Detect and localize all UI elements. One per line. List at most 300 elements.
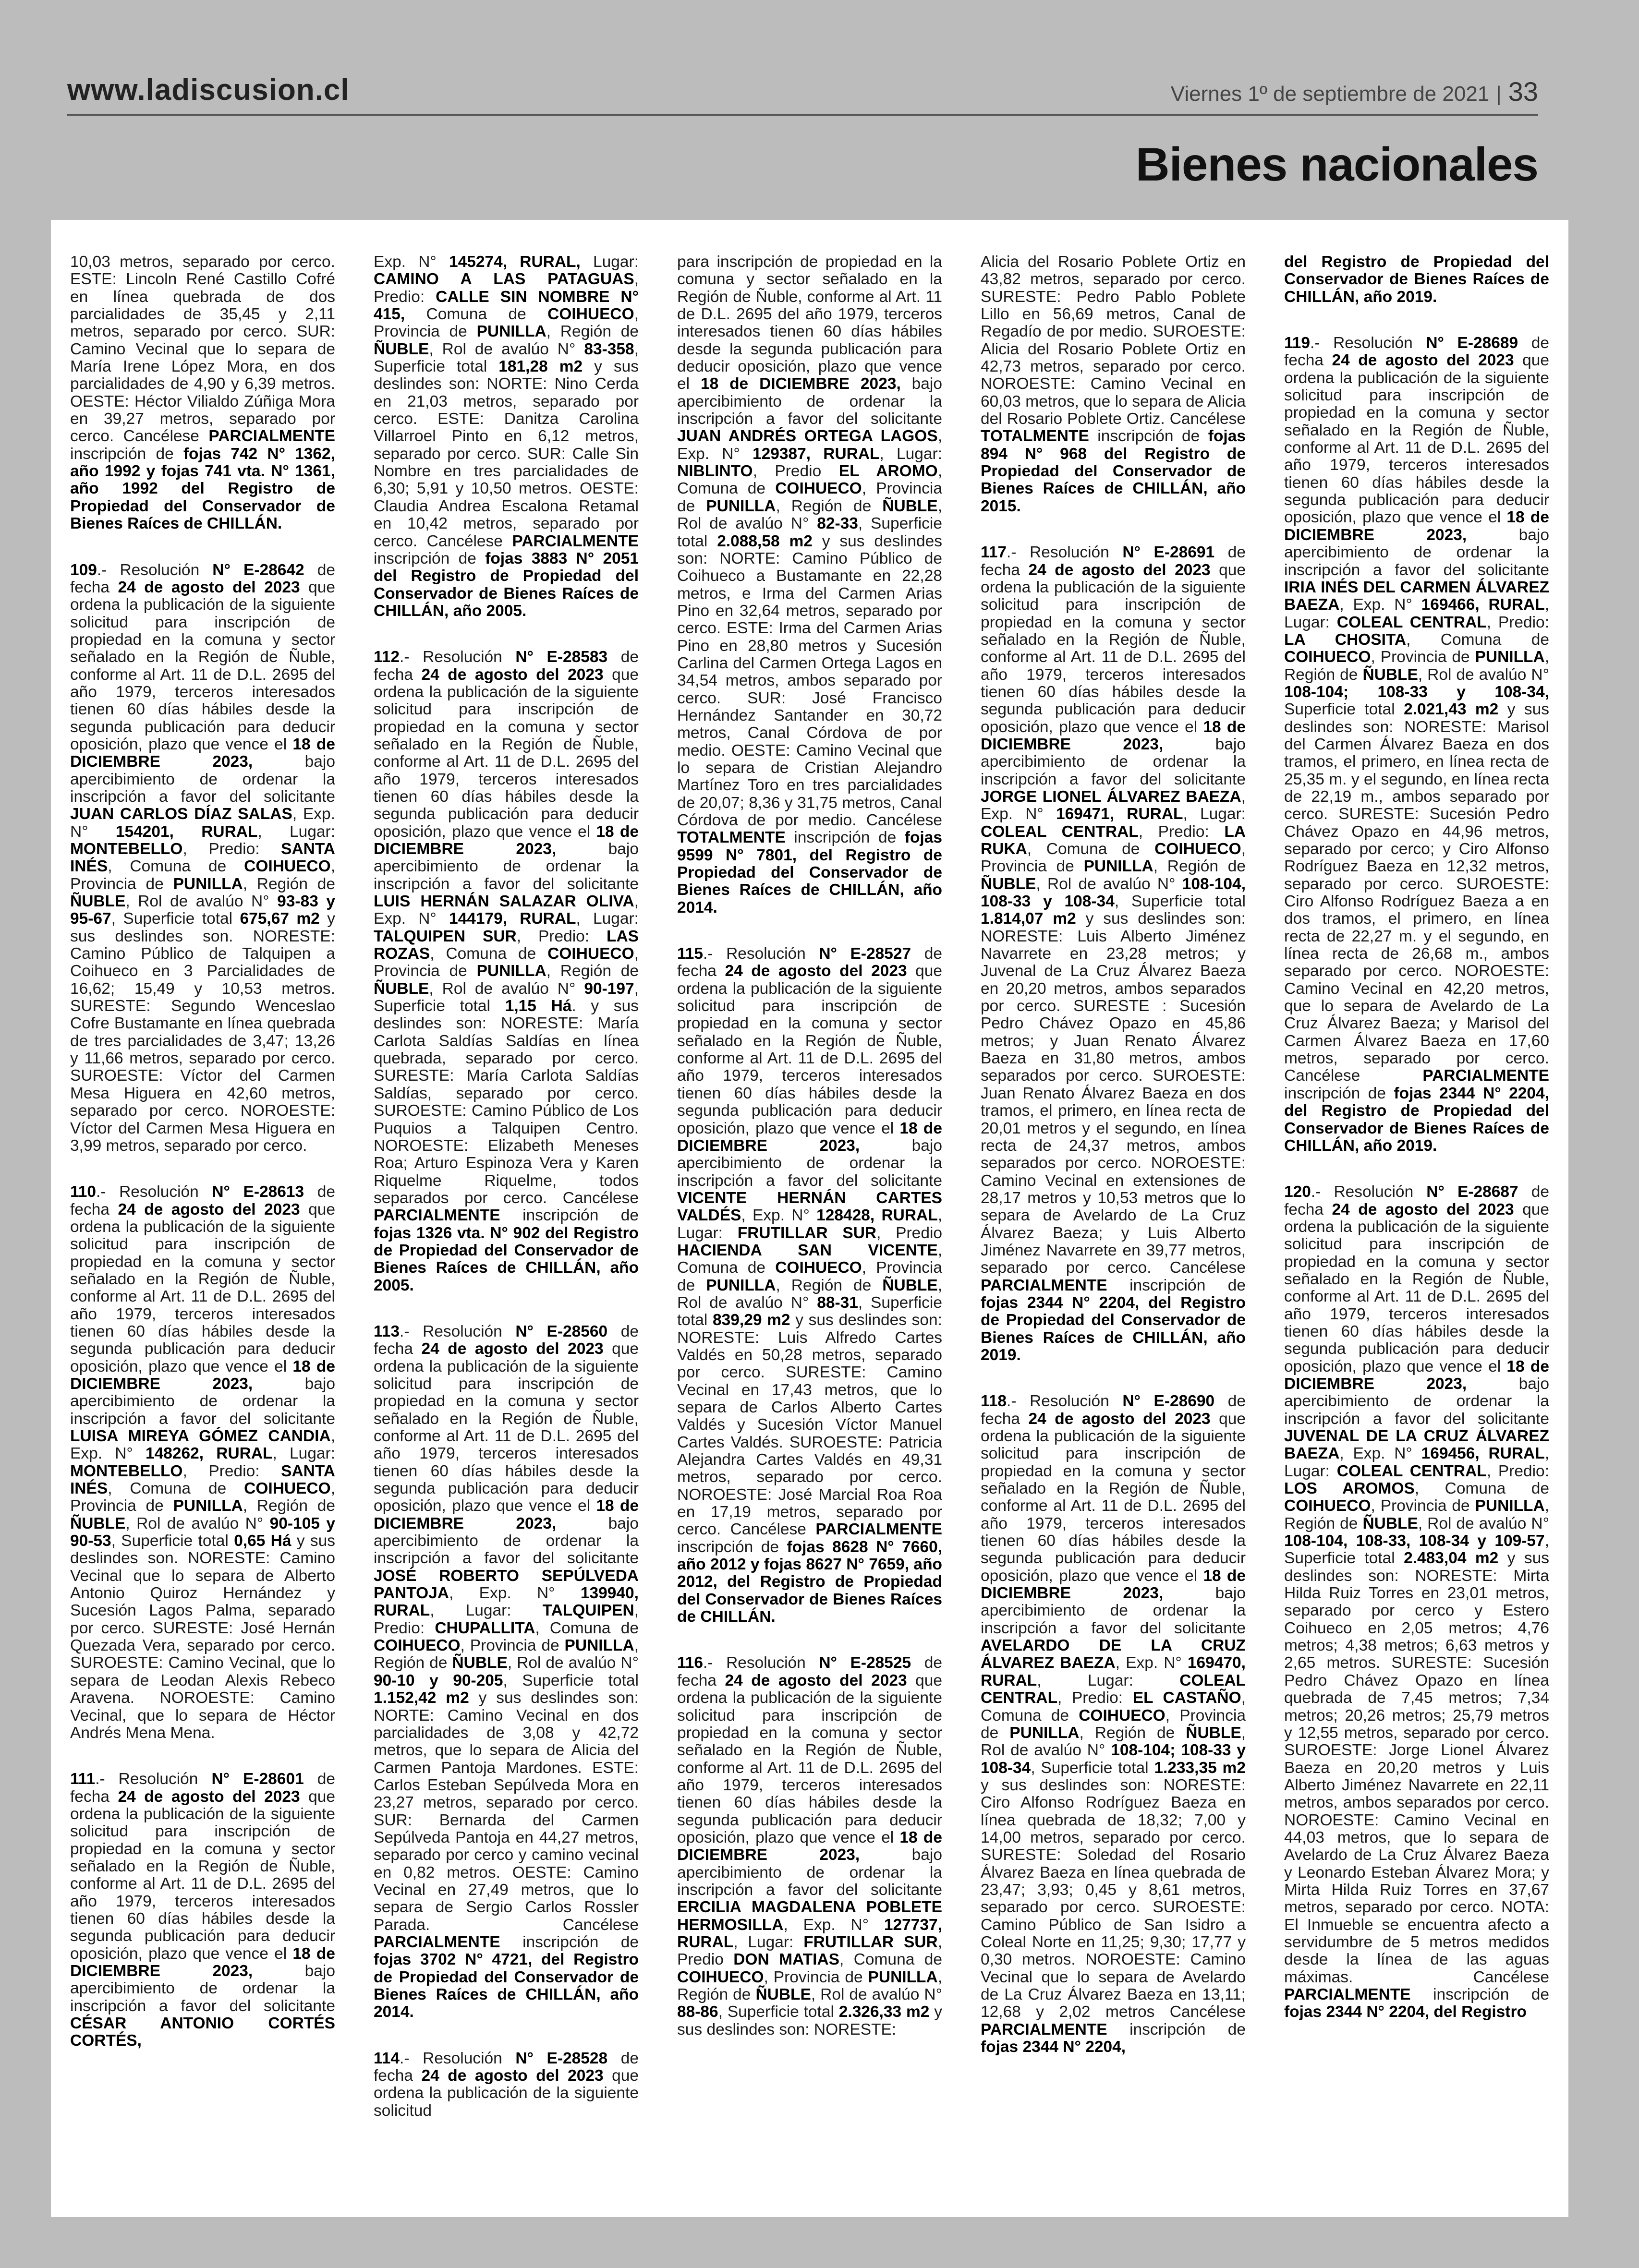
notice-paragraph [1284,253,1549,306]
notice-bold-text: PARCIALMENTE [374,1933,500,1951]
notice-text: , Exp. N° [374,893,639,928]
notice-text: , Provincia de [1371,648,1475,666]
notice-text: , Provincia de [1371,1497,1475,1515]
notice-text: , Lugar: [272,1445,335,1463]
notice-text: que ordena la publicación de la siguiente solicitud para inscripción de propiedad en la comuna y sector señalado en la Región de Ñuble, conforme al Art. 11 de D.L. 2695 del año 1979, terceros interesados tienen 60 días hábiles desde la segunda publicación para deducir oposición, plazo que vence el [70,578,335,753]
notice-text: , Superficie total [718,2003,839,2021]
notice-bold-text: 24 de agosto del 2023 [1332,1200,1514,1218]
notice-text: , Región de [1284,1497,1549,1532]
notice-bold-text: PUNILLA [173,1497,243,1515]
site-url[interactable]: www.ladiscusion.cl [67,73,350,107]
notice-text: , Comuna de [677,462,942,498]
notice-text: .- Resolución [400,2049,516,2067]
notice-bold-text: COIHUECO [1284,1497,1371,1515]
notice-text: , Exp. N° [70,1427,335,1463]
notice-paragraph [70,1771,335,2050]
notice-bold-text: 2.326,33 m2 [838,2003,930,2021]
notice-text: y sus deslindes son. NORESTE: Camino Vecinal que lo separa de Alberto Antonio Quiroz Hernández y Sucesión Lagos Palma, separado por cerco. SURESTE: José Hernán Quezada Vera, separado por cerco. SUROESTE: Camino Vecinal, que lo separa de Leodan Alexis Rebeco Aravena. NOROESTE: Camino Vecinal, que lo separa de Héctor Andrés Mena Mena. [70,1532,335,1742]
notice-bold-text: NIBLINTO [677,462,753,481]
notice-text: , Comuna de [430,945,548,963]
notice-bold-text: COIHUECO [1284,648,1371,666]
notice-text: , Exp. N° [1339,1445,1421,1463]
notice-bold-text: PARCIALMENTE [512,532,639,550]
notice-bold-text: 88-86 [677,2003,718,2021]
notice-bold-text: COIHUECO [244,857,331,876]
notice-bold-text: 24 de agosto del 2023 [725,1671,907,1689]
notice-bold-text: 108-104, 108-33 y 108-34 [981,875,1246,911]
notice-bold-text: 113 [374,1322,400,1340]
notice-bold-text: IRIA INÉS DEL CARMEN ÁLVAREZ BAEZA [1284,578,1549,614]
notice-text: inscripción de [70,445,183,463]
notice-text: , Exp. N° [741,1206,817,1225]
notice-text: Exp. N° [374,253,449,271]
notice-bold-text: N° E-28642 [212,561,304,579]
notice-bold-text: COIHUECO [1154,840,1241,858]
notices-panel [51,220,1568,2217]
notice-bold-text: FRUTILLAR SUR [803,1933,938,1951]
notice-bold-text: 18 de DICIEMBRE 2023, [677,1828,942,1864]
notice-bold-text: 108-104; 108-33 y 108-34, [1284,683,1549,701]
notice-text: , Superficie total [111,910,240,928]
notice-text: , Comuna de [1027,840,1155,858]
notice-text: de fecha [70,1183,335,1218]
notice-bold-text: 18 de DICIEMBRE 2023, [374,1497,639,1532]
notice-text: , Lugar: [430,1602,543,1620]
notice-bold-text: ÑUBLE [882,1276,938,1294]
notice-text: , Lugar: [733,1933,804,1951]
notice-text: que ordena la publicación de la siguiente solicitud para inscripción de propiedad en la comuna y sector señalado en la Región de Ñuble, conforme al Art. 11 de D.L. 2695 del año 1979, terceros interesados tienen 60 días hábiles desde la segunda publicación para deducir oposición, plazo que vence el [981,1410,1246,1585]
notice-bold-text: COIHUECO [775,480,862,498]
notice-bold-text: 115 [677,945,704,963]
notice-text: , Predio: [374,270,639,306]
notice-text: , Lugar: [576,910,639,928]
notice-bold-text: 18 de DICIEMBRE 2023, [374,822,639,858]
notice-bold-text: 18 de DICIEMBRE 2023, [1284,508,1549,544]
notice-bold-text: 18 de DICIEMBRE 2023, [70,1357,335,1393]
notice-text: , Superficie total [111,1532,234,1550]
notice-text: y sus deslindes son: NORESTE: Luis Alfredo Cartes Valdés en 50,28 metros, separado por cerco. SURESTE: Camino Vecinal en 17,43 metros, que lo separa de Carlos Alberto Cartes Valdés y Sucesión Víctor Manuel Cartes Valdés. SUROESTE: Patricia Alejandra Cartes Valdés en 49,31 metros, separado por cerco. NOROESTE: José Marcial Roa Roa en 17,19 metros, separado por cerco. Cancélese [677,1311,942,1539]
notice-text: , Exp. N° [1339,596,1421,614]
notice-text: , Predio: [374,1602,639,1637]
notice-bold-text: COIHUECO [547,305,634,324]
notice-bold-text: fojas 2344 N° 2204, del Registro [1284,2003,1527,2021]
notice-text: , Lugar: [1284,1445,1549,1480]
notice-text: .- Resolución [1311,1183,1427,1201]
notice-bold-text: LAS ROZAS [374,927,639,963]
notice-text: Alicia del Rosario Poblete Ortiz en 43,82 metros, separado por cerco. SURESTE: Pedro Pablo Poblete Lillo en 56,69 metros, Canal de Regadío de por medio. SUROESTE: Alicia del Rosario Poblete Ortiz en 42,73 metros, separado por cerco. NOROESTE: Camino Vecinal en 60,03 metros, que lo separa de Alicia del Rosario Poblete Ortiz. Cancélese [981,253,1246,428]
notice-bold-text: N° E-28689 [1426,334,1518,352]
notice-bold-text: PARCIALMENTE [981,2020,1107,2039]
notice-text: , Región de [1153,857,1246,876]
notice-bold-text: 24 de agosto del 2023 [1028,1410,1211,1428]
notice-text: , Región de [243,875,335,893]
notice-text: , Rol de avalúo N° [811,1986,942,2003]
notice-text: , Predio: [182,840,281,858]
notice-bold-text: 18 de DICIEMBRE 2023, [70,1944,335,1980]
notice-text: , Superficie total [677,515,942,550]
notice-bold-text: 116 [677,1654,704,1672]
notice-paragraph [981,1393,1246,2056]
notice-bold-text: 24 de agosto del 2023 [421,2067,604,2085]
notice-text: , Superficie total [374,340,639,376]
notice-bold-text: 82-33 [817,515,858,533]
notice-bold-text: N° E-28560 [515,1322,608,1340]
notice-bold-text: 90-10 y 90-205 [374,1671,503,1689]
notice-bold-text: EL AROMO [838,462,938,481]
notice-bold-text: JUAN ANDRÉS ORTEGA LAGOS [677,427,938,446]
notice-text: , Lugar: [257,822,335,841]
notice-paragraph [981,544,1246,1364]
notice-text: de fecha [677,945,942,980]
notice-text: , Provincia de [460,1637,565,1655]
notice-bold-text: TOTALMENTE [981,427,1089,446]
notice-text: , Región de [1079,1724,1186,1742]
notice-bold-text: FRUTILLAR SUR [737,1224,877,1242]
notice-bold-text: PUNILLA [868,1968,938,1986]
notice-bold-text: 1,15 Há [505,997,572,1015]
notice-bold-text: ÑUBLE [70,893,126,911]
notice-text: bajo apercibimiento de ordenar la inscripción a favor del solicitante [677,375,942,428]
notice-text: , Predio: [516,927,607,945]
notice-paragraph [374,253,639,620]
column-5 [1284,253,1549,2198]
notice-bold-text: fojas 1326 vta. N° 902 del Registro de Propiedad del Conservador de Bienes Raíces de CHILLÁN, año 2005. [374,1224,639,1294]
notice-bold-text: ÑUBLE [981,875,1036,893]
notice-bold-text: ÑUBLE [882,497,938,515]
notice-bold-text: fojas 8628 N° 7660, año 2012 y fojas 8627 N° 7659, año 2012, del Registro de Propiedad del Conservador de Bienes Raíces de CHILLÁN. [677,1538,942,1626]
notice-bold-text: fojas 9599 N° 7801, del Registro de Propiedad del Conservador de Bienes Raíces de CHILLÁN, año 2014. [677,829,942,917]
notice-text: , Región de [776,1276,883,1294]
notice-bold-text: PUNILLA [476,962,546,980]
notice-bold-text: 18 de DICIEMBRE 2023, [677,1119,942,1155]
notice-bold-text: 119 [1284,334,1311,352]
notice-text: que ordena la publicación de la siguiente solicitud [374,2067,639,2120]
header-rule [67,114,1538,116]
notice-text: . y sus deslindes son: NORESTE: María Carlota Saldías Saldías en línea quebrada, separado por cerco. SURESTE: María Carlota Saldías Saldías, separado por cerco. SUROESTE: Camino Público de Los Puquios a Talquipen Centro. NOROESTE: Elizabeth Meneses Roa; Arturo Espinoza Vera y Karen Riquelme Riquelme, todos separados por cerco. Cancélese [374,997,639,1207]
notice-bold-text: VICENTE HERNÁN CARTES VALDÉS [677,1189,942,1225]
notice-paragraph [1284,1183,1549,2021]
notice-bold-text: ÑUBLE [452,1654,508,1672]
notice-text: que ordena la publicación de la siguiente solicitud para inscripción de propiedad en la comuna y sector señalado en la Región de Ñuble, conforme al Art. 11 de D.L. 2695 del año 1979, terceros interesados tienen 60 días hábiles desde la segunda publicación para deducir oposición, plazo que vence el [374,665,639,841]
notice-bold-text: TALQUIPEN SUR [374,927,517,945]
notice-text: , Comuna de [677,1241,942,1277]
notice-bold-text: fojas 742 N° 1362, año 1992 y fojas 741 vta. N° 1361, año 1992 del Registro de Propiedad del Conservador de Bienes Raíces de CHILLÁN. [70,445,335,533]
notice-text: , Comuna de [108,1480,244,1498]
column-1 [70,253,335,2198]
notice-text: .- Resolución [97,561,213,579]
notice-text: , Provincia de [374,945,639,980]
notice-text: bajo apercibimiento de ordenar la inscripción a favor del solicitante [1284,1375,1549,1428]
notice-bold-text: COIHUECO [374,1637,461,1655]
notice-text: , Exp. N° [783,1916,884,1934]
notice-text: , Predio: [182,1462,281,1480]
notice-text: bajo apercibimiento de ordenar la inscripción a favor del solicitante [677,1846,942,1899]
notice-bold-text: ÑUBLE [70,1514,126,1532]
notice-bold-text: 24 de agosto del 2023 [1028,561,1211,579]
notice-bold-text: 109 [70,561,97,579]
notice-bold-text: 839,29 m2 [713,1311,790,1329]
notice-bold-text: PUNILLA [476,323,546,341]
notice-bold-text: COIHUECO [547,945,634,963]
notice-bold-text: JORGE LIONEL ÁLVAREZ BAEZA [981,787,1241,806]
notice-bold-text: ÑUBLE [374,340,429,358]
notice-text: , Exp. N° [70,805,335,841]
notice-bold-text: ÑUBLE [755,1986,811,2003]
notice-text: , Provincia de [981,1706,1246,1742]
notice-bold-text: PARCIALMENTE [208,427,335,446]
notice-text: que ordena la publicación de la siguiente solicitud para inscripción de propiedad en la comuna y sector señalado en la Región de Ñuble, conforme al Art. 11 de D.L. 2695 del año 1979, terceros interesados tienen 60 días hábiles desde la segunda publicación para deducir oposición, plazo que vence el [374,1340,639,1515]
notice-text: que ordena la publicación de la siguiente solicitud para inscripción de propiedad en la comuna y sector señalado en la Región de Ñuble, conforme al Art. 11 de D.L. 2695 del año 1979, terceros interesados tienen 60 días hábiles desde la segunda publicación para deducir oposición, plazo que vence el [1284,1200,1549,1375]
notice-bold-text: 111 [70,1770,96,1788]
notice-bold-text: HACIENDA SAN VICENTE [677,1241,938,1259]
page-date [1171,76,1538,107]
notice-text: y sus deslindes son: NORESTE: Marisol del Carmen Álvarez Baeza en dos tramos, el primero, en línea recta de 25,35 m. y el segundo, en línea recta de 22,19 m., ambos separado por cerco. SURESTE: Sucesión Pedro Chávez Opazo en 44,96 metros, separado por cerco; y Ciro Alfonso Rodríguez Baeza en 12,32 metros, separado por cerco. SUROESTE: Ciro Alfonso Rodríguez Baeza a en dos tramos, el primero, en línea recta de 22,27 m. y el segundo, en línea recta de 26,68 m., ambos separado por cerco. NOROESTE: Camino Vecinal en 42,20 metros, que lo separa de Avelardo de La Cruz Álvarez Baeza; y Marisol del Carmen Álvarez Baeza en 17,60 metros, separado por cerco. Cancélese [1284,700,1549,1085]
notice-bold-text: 110 [70,1183,97,1201]
notice-bold-text: 24 de agosto del 2023 [725,962,907,980]
notice-bold-text: CAMINO A LAS PATAGUAS [374,270,634,289]
notice-text: , Comuna de [108,857,244,876]
notice-text: , Superficie total [1031,1759,1154,1777]
notice-text: y sus deslindes son: NORESTE: Mirta Hilda Ruiz Torres en 23,01 metros, separado por cerco y Estero Coihueco en 2,05 metros; 4,76 metros; 4,38 metros; 6,63 metros y 2,65 metros. SURESTE: Sucesión Pedro Chávez Opazo en línea quebrada de 7,45 metros; 7,34 metros; 20,26 metros; 25,79 metros y 12,55 metros, separado por cerco. SUROESTE: Jorge Lionel Álvarez Baeza en 20,20 metros y Luis Alberto Jiménez Navarrete en 22,11 metros, ambos separados por cerco. NOROESTE: Camino Vecinal en 44,03 metros, que lo separa de Avelardo de La Cruz Álvarez Baeza y Leonardo Esteban Álvarez Mora; y Mirta Hilda Ruiz Torres en 37,67 metros, separado por cerco. NOTA: El Inmueble se encuentra afecto a servidumbre de 5 metros medidos desde la línea de las aguas máximas. Cancélese [1284,1549,1549,1986]
notice-bold-text: 24 de agosto del 2023 [421,1340,604,1358]
notice-text: , Comuna de [535,1619,639,1637]
notice-text: bajo apercibimiento de ordenar la inscripción a favor del solicitante [1284,526,1549,579]
notice-text: inscripción de [1284,1084,1394,1102]
notice-text: que ordena la publicación de la siguiente solicitud para inscripción de propiedad en la comuna y sector señalado en la Región de Ñuble, conforme al Art. 11 de D.L. 2695 del año 1979, terceros interesados tienen 60 días hábiles desde la segunda publicación para deducir oposición, plazo que vence el [981,561,1246,736]
notice-bold-text: fojas 2344 N° 2204, [981,2038,1126,2056]
notice-bold-text: 24 de agosto del 2023 [118,578,300,596]
notice-bold-text: 24 de agosto del 2023 [118,1787,300,1806]
notice-text: inscripción de [1107,1276,1246,1294]
notice-text: y sus deslindes son: NORTE: Camino Público de Coihueco a Bustamante en 22,28 metros, e Irma del Carmen Arias Pino en 32,64 metros, separado por cerco. ESTE: Irma del Carmen Arias Pino en 28,80 metros y Sucesión Carlina del Carmen Ortega Lagos en 34,54 metros, ambos separado por cerco. SUR: José Francisco Hernández Santander en 30,72 metros, Canal Córdova de por medio. OESTE: Camino Vecinal que lo separa de Cristian Alejandro Martínez Toro en tres parcialidades de 20,07; 8,36 y 31,75 metros, Canal Córdova de por medio. Cancélese [677,532,942,829]
notice-text: , Lugar: [879,445,942,463]
notice-bold-text: DON MATIAS [733,1951,839,1969]
notice-text: , Rol de avalúo N° [429,340,584,358]
notice-text: , Región de [1284,648,1549,684]
notice-text: que ordena la publicación de la siguiente solicitud para inscripción de propiedad en la comuna y sector señalado en la Región de Ñuble, conforme al Art. 11 de D.L. 2695 del año 1979, terceros interesados tienen 60 días hábiles desde la segunda publicación para deducir oposición, plazo que vence el [677,962,942,1137]
notice-bold-text: N° E-28687 [1426,1183,1518,1201]
notice-text: , Predio: [1486,613,1549,631]
section-title: Bienes nacionales [1135,138,1538,191]
notice-bold-text: 24 de agosto del 2023 [421,665,604,684]
notice-text: , Rol de avalúo N° [507,1654,639,1672]
notice-text: Comuna de [405,305,548,324]
notice-text: , Predio [677,1933,942,1969]
notice-text: bajo apercibimiento de ordenar la inscripción a favor del solicitante [981,735,1246,788]
notice-bold-text: 128428, RURAL [816,1206,938,1225]
notice-text: , Provincia de [677,1259,942,1294]
page-separator: | [1496,82,1502,106]
notice-text: inscripción de [677,1538,787,1556]
notice-bold-text: 1.814,07 m2 [981,910,1076,928]
notice-text: y sus deslindes son: NORESTE: Luis Alberto Jiménez Navarrete en 23,28 metros; y Juvenal de La Cruz Álvarez Baeza en 20,20 metros, ambos separados por cerco. SURESTE : Sucesión Pedro Chávez Opazo en 45,86 metros; y Juan Renato Álvarez Baeza en 31,80 metros, ambos separados por cerco. SUROESTE: Juan Renato Álvarez Baeza en dos tramos, el primero, en línea recta de 20,01 metros y el segundo, en línea recta de 24,37 metros, ambos separados por cerco. NOROESTE: Camino Vecinal en extensiones de 28,17 metros y 10,53 metros que lo separa de Avelardo de La Cruz Álvarez Baeza; y Luis Alberto Jiménez Navarrete en 39,77 metros, separado por cerco. Cancélese [981,910,1246,1277]
notice-bold-text: MONTEBELLO [70,840,183,858]
notice-text: de fecha [981,543,1246,579]
notice-bold-text: 127737, RURAL [677,1916,942,1951]
notice-text: , Región de [546,323,639,341]
notice-text: , Rol de avalúo N° [125,893,278,911]
notice-bold-text: ÑUBLE [1186,1724,1241,1742]
notice-bold-text: 181,28 m2 [498,358,583,376]
notice-bold-text: PARCIALMENTE [1284,1986,1411,2003]
notice-bold-text: PUNILLA [1083,857,1153,876]
notice-bold-text: fojas 3883 N° 2051 del Registro de Propiedad del Conservador de Bienes Raíces de CHILLÁN, año 2005. [374,549,639,620]
notice-text: , Comuna de [1414,1480,1549,1498]
notice-paragraph [981,253,1246,515]
notice-text: , Región de [374,1637,639,1672]
notice-text: que ordena la publicación de la siguiente solicitud para inscripción de propiedad en la comuna y sector señalado en la Región de Ñuble, conforme al Art. 11 de D.L. 2695 del año 1979, terceros interesados tienen 60 días hábiles desde la segunda publicación para deducir oposición, plazo que vence el [70,1787,335,1963]
notice-paragraph [677,253,942,917]
notice-bold-text: LUISA MIREYA GÓMEZ CANDIA [70,1427,331,1445]
notice-text: , Región de [243,1497,335,1515]
notice-bold-text: N° E-28601 [211,1770,304,1788]
notice-paragraph [70,562,335,1155]
notice-bold-text: N° E-28690 [1122,1392,1215,1411]
notice-bold-text: ÑUBLE [1362,665,1418,684]
notice-bold-text: LA RUKA [981,822,1246,858]
notice-text: , Superficie total [677,1293,942,1329]
notice-bold-text: fojas 2344 N° 2204, del Registro de Propiedad del Conservador de Bienes Raíces de CHILLÁN, año 2019. [1284,1084,1549,1155]
notice-bold-text: 1.233,35 m2 [1154,1759,1246,1777]
notice-bold-text: 120 [1284,1183,1311,1201]
notice-bold-text: 144179, RURAL [449,910,576,928]
notice-text: de fecha [677,1654,942,1689]
notice-bold-text: PUNILLA [706,497,776,515]
notice-bold-text: 2.483,04 m2 [1404,1549,1499,1568]
notice-bold-text: PUNILLA [1009,1724,1080,1742]
notice-bold-text: 169470, RURAL [981,1654,1246,1689]
notice-text: , Superficie total [374,979,639,1015]
notice-text: , Predio: [1057,1689,1133,1707]
notice-paragraph [374,1323,639,2021]
column-3 [677,253,942,2198]
notice-text: .- Resolución [400,648,516,666]
notice-text: y sus deslindes son: NORTE: Camino Vecinal en dos parcialidades de 3,08 y 42,72 metros, que lo separa de Alicia del Carmen Pantoja Mardones. ESTE: Carlos Esteban Sepúlveda Mora en 23,27 metros, separado por cerco. SUR: Bernarda del Carmen Sepúlveda Pantoja en 44,27 metros, separado por cerco y camino vecinal en 0,82 metros. OESTE: Camino Vecinal en 27,49 metros, que lo separa de Sergio Carlos Rossler Parada. Cancélese [374,1689,639,1934]
notice-text: , Comuna de [1406,630,1549,649]
notice-bold-text: 24 de agosto del 2023 [1332,351,1514,370]
notice-bold-text: COIHUECO [244,1480,331,1498]
notice-text: , Rol de avalúo N° [677,497,942,533]
notice-text: .- Resolución [96,1183,212,1201]
notice-text: , Rol de avalúo N° [981,1724,1246,1760]
notice-text: , Provincia de [70,857,335,893]
notice-text: inscripción de [500,1206,639,1225]
notice-bold-text: 112 [374,648,400,666]
notice-text: , Superficie total [503,1671,639,1689]
notice-paragraph [677,945,942,1626]
notice-text: .- Resolución [95,1770,212,1788]
notice-text: bajo apercibimiento de ordenar la inscripción a favor del solicitante [981,1584,1246,1637]
notice-bold-text: N° E-28528 [515,2049,608,2067]
notice-text: , Provincia de [981,840,1246,876]
notice-bold-text: 129387, RURAL [753,445,880,463]
notice-bold-text: 88-31 [817,1293,858,1312]
notice-text: , Exp. N° [449,1584,581,1603]
notice-text: y sus deslindes son: NORTE: Nino Cerda en 21,03 metros, separado por cerco. ESTE: Danitza Carolina Villarroel Pinto en 6,12 metros, separado por cerco. SUR: Calle Sin Nombre en tres parcialidades de 6,30; 5,91 y 10,50 metros. OESTE: Claudia Andrea Escalona Retamal en 10,42 metros, separado por cerco. Cancélese [374,358,639,550]
notice-text: inscripción de [1107,2020,1246,2039]
notice-text: inscripción de [1089,427,1208,446]
notice-bold-text: N° E-28527 [819,945,911,963]
notice-bold-text: 154201, RURAL [115,822,258,841]
notice-text: , Superficie total [1284,1532,1549,1568]
notice-text: , Superficie total [1114,893,1246,911]
notice-text: bajo apercibimiento de ordenar la inscripción a favor del solicitante [70,753,335,806]
notice-text: , Región de [546,962,639,980]
notice-bold-text: COIHUECO [1079,1706,1166,1725]
notice-bold-text: 108-104, 108-33, 108-34 y 109-57 [1284,1532,1545,1550]
column-2 [374,253,639,2198]
notice-bold-text: 675,67 m2 [240,910,320,928]
notice-bold-text: N° E-28525 [819,1654,911,1672]
notice-bold-text: N° E-28613 [212,1183,304,1201]
notice-paragraph [70,1183,335,1742]
notice-text: de fecha [981,1392,1246,1428]
notice-text: de fecha [374,648,639,684]
notice-bold-text: 169456, RURAL [1421,1445,1545,1463]
notice-bold-text: ÑUBLE [374,979,429,998]
notice-bold-text: COLEAL CENTRAL [1336,1462,1487,1480]
notice-bold-text: N° E-28583 [515,648,608,666]
notice-bold-text: SANTA INÉS [70,1462,335,1498]
notice-bold-text: CALLE SIN NOMBRE N° 415, [374,288,639,324]
notice-text: bajo apercibimiento de ordenar la inscripción a favor del solicitante [70,1375,335,1428]
notice-text: que ordena la publicación de la siguiente solicitud para inscripción de propiedad en la comuna y sector señalado en la Región de Ñuble, conforme al Art. 11 de D.L. 2695 del año 1979, terceros interesados tienen 60 días hábiles desde la segunda publicación para deducir oposición, plazo que vence el [1284,351,1549,527]
notice-text: de fecha [70,561,335,596]
page-number: 33 [1508,76,1538,107]
notice-text: , Lugar: [677,1206,942,1242]
notice-text: , Comuna de [839,1951,942,1969]
notice-text: de fecha [70,1770,335,1806]
notice-paragraph [70,253,335,533]
notice-bold-text: 139940, RURAL [374,1584,639,1620]
notice-text: Lugar: [580,253,639,271]
notice-text: inscripción de [500,1933,639,1951]
notice-bold-text: TOTALMENTE [677,829,786,847]
notice-bold-text: 145274, RURAL, [449,253,581,271]
notice-bold-text: 90-197 [584,979,634,998]
notice-bold-text: COIHUECO [775,1259,862,1277]
notice-text: , Rol de avalúo N° [429,979,584,998]
notice-bold-text: LA CHOSITA [1284,630,1407,649]
notice-text: , Provincia de [677,480,942,515]
notice-bold-text: ÑUBLE [1362,1514,1418,1532]
notice-text: y sus deslindes son: NORESTE: Ciro Alfonso Rodríguez Baeza en línea quebrada de 18,32; 7,00 y 14,00 metros, separado por cerco. SURESTE: Soledad del Rosario Álvarez Baeza en línea quebrada de 23,47; 3,93; 0,45 y 8,61 metros, separado por cerco. SUROESTE: Camino Público de San Isidro a Coleal Norte en 11,25; 9,30; 17,77 y 0,30 metros. NOROESTE: Camino Vecinal que lo separa de Avelardo de La Cruz Álvarez Baeza en 13,11; 12,68 y 2,02 metros Cancélese [981,1776,1246,2021]
notice-bold-text: CHUPALLITA [435,1619,535,1637]
notice-text: de fecha [374,2049,639,2085]
notice-text: de fecha [1284,1183,1549,1218]
notice-bold-text: 18 de DICIEMBRE 2023, [1284,1357,1549,1393]
notice-text: , Lugar: [1284,596,1549,631]
notice-bold-text: PARCIALMENTE [374,1206,500,1225]
notice-text: que ordena la publicación de la siguiente solicitud para inscripción de propiedad en la comuna y sector señalado en la Región de Ñuble, conforme al Art. 11 de D.L. 2695 del año 1979, terceros interesados tienen 60 días hábiles desde la segunda publicación para deducir oposición, plazo que vence el [70,1200,335,1375]
notice-paragraph [374,2050,639,2120]
notice-bold-text: fojas 2344 N° 2204, del Registro de Propiedad del Conservador de Bienes Raíces de CHILLÁN, año 2019. [981,1293,1246,1364]
notice-bold-text: PARCIALMENTE [815,1520,942,1539]
notice-bold-text: COLEAL CENTRAL [981,822,1139,841]
notice-bold-text: 18 de DICIEMBRE 2023, [981,1567,1246,1603]
notice-bold-text: PARCIALMENTE [981,1276,1107,1294]
notice-text: Superficie total [1284,700,1404,719]
notice-bold-text: LUIS HERNÁN SALAZAR OLIVA [374,893,634,911]
notice-text: .- Resolución [400,1322,516,1340]
notice-paragraph [374,649,639,1294]
notice-bold-text: del Registro de Propiedad del Conservador de Bienes Raíces de CHILLÁN, año 2019. [1284,253,1549,306]
notice-bold-text: 114 [374,2049,400,2067]
notice-bold-text: 118 [981,1392,1007,1411]
notice-bold-text: ERCILIA MAGDALENA POBLETE HERMOSILLA [677,1898,942,1934]
notice-text: .- Resolución [1310,334,1426,352]
notice-text: , Comuna de [981,1689,1246,1725]
